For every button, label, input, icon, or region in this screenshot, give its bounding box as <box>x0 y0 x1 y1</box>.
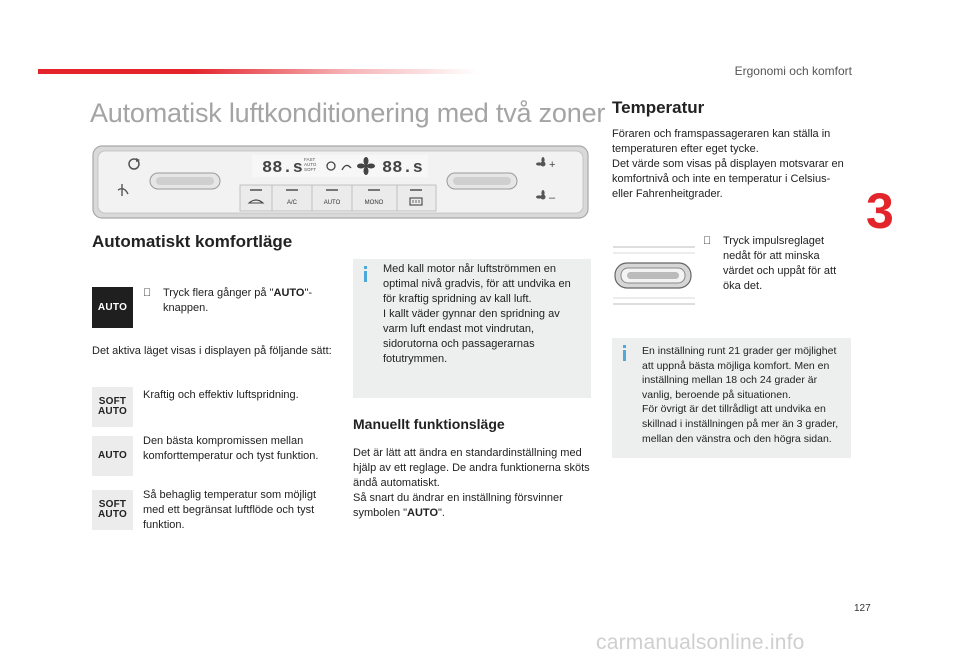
manual-mode-text: Det är lätt att ändra en standardinställning med hjälp av ett reglage. De andra funktionerna sköts ändå automatiskt. Så snart du ändrar en inställning försvinner symbolen "AUTO". <box>353 447 590 519</box>
temperature-heading: Temperatur <box>612 98 705 117</box>
auto-button-icon: AUTO <box>92 287 133 328</box>
mode-label-soft: SOFT <box>304 167 316 172</box>
mono-button-label: MONO <box>364 200 384 206</box>
climate-control-panel <box>92 145 589 219</box>
auto-button-label: AUTO <box>323 200 341 206</box>
bullet-icon <box>703 234 723 249</box>
header-accent-bar <box>38 69 478 74</box>
right-temp-display: 88.s <box>382 159 423 178</box>
mode-description-2: Den bästa kompromissen mellan komforttemperatur och tyst funktion. <box>143 435 319 462</box>
mode-description-1: Kraftig och effektiv luftspridning. <box>143 389 299 401</box>
temperature-instruction: Tryck impulsreglaget nedåt för att minska värdet och uppåt för att öka det. <box>703 234 848 294</box>
display-intro: Det aktiva läget visas i displayen på följande sätt: <box>92 345 332 357</box>
mode-label-auto: AUTO <box>304 162 317 167</box>
temperature-tip-box <box>612 338 851 458</box>
temperature-roller-illustration <box>613 245 695 306</box>
soft-auto-badge-2: SOFT AUTO <box>92 490 133 530</box>
watermark: carmanualsonline.info <box>596 631 805 654</box>
section-title: Ergonomi och komfort <box>734 64 852 78</box>
page-number: 127 <box>854 603 871 614</box>
ac-button-label: A/C <box>286 200 298 206</box>
page-title: Automatisk luftkonditionering med två zoner <box>90 98 606 128</box>
fan-plus-sign: + <box>549 159 556 171</box>
fan-minus-sign: – <box>549 192 556 204</box>
cold-engine-info-text: Med kall motor når luftströmmen en optimal nivå gradvis, för att undvika en för kraftig spridning av kall luft. I kallt väder gynnar den spridning av varm luft endast mot vindrutan, sidorutorna och passagerarnas fotutrymmen. <box>383 263 571 365</box>
mode-label-fast: FAST <box>304 157 316 162</box>
soft-auto-badge-1: SOFT AUTO <box>92 387 133 427</box>
chapter-number: 3 <box>866 183 894 239</box>
auto-badge: AUTO <box>92 436 133 476</box>
auto-press-instruction: Tryck flera gånger på "AUTO"-knappen. <box>143 286 343 316</box>
cold-engine-info-box <box>353 259 591 398</box>
bullet-icon <box>143 286 163 301</box>
temperature-intro: Föraren och framspassageraren kan ställa in temperaturen efter eget tycke. Det värde som visas på displayen motsvarar en komfortnivå och inte en temperatur i Celsius- eller Fahrenheitgrader. <box>612 128 844 200</box>
mode-description-3: Så behaglig temperatur som möjligt med ett begränsat luftflöde och tyst funktion. <box>143 489 317 531</box>
manual-mode-heading: Manuellt funktionsläge <box>353 416 505 432</box>
temperature-tip-text: En inställning runt 21 grader ger möjlighet att uppnå bästa möjliga komfort. Men en inställning mellan 18 och 24 grader är vanlig, beroende på situationen. För övrigt är det tillrådligt att undvika en skillnad i inställningen på mer än 3 grader, mellan den vänstra och den högra sidan. <box>642 345 839 445</box>
left-temp-display: 88.s <box>262 159 303 178</box>
auto-comfort-heading: Automatiskt komfortläge <box>92 232 293 251</box>
